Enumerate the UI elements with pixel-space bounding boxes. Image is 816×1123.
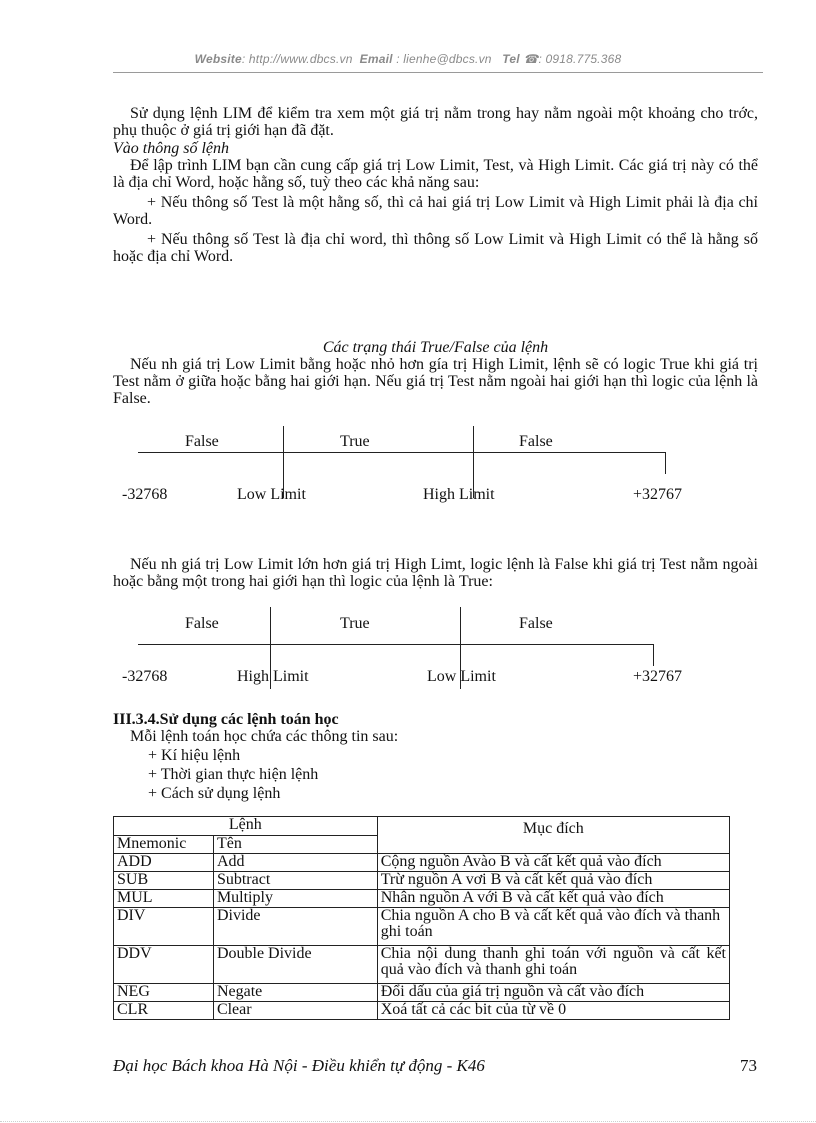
params-paragraph-3: + Nếu thông số Test là địa chỉ word, thì thông số Low Limit và High Limit có thể là hằng số hoặc địa chỉ Word.	[113, 231, 758, 265]
diagram2-axis	[138, 644, 654, 645]
params-paragraph-2: + Nếu thông số Test là một hằng số, thì cả hai giá trị Low Limit và High Limit phải là địa chỉ Word.	[113, 194, 758, 228]
row-purpose: Xoá tất cả các bit của từ về 0	[377, 1002, 729, 1020]
row-name: Add	[213, 854, 377, 872]
table-row	[114, 984, 730, 1002]
states-title: Các trạng thái True/False của lệnh	[322, 339, 549, 356]
row-name: Clear	[213, 1002, 377, 1020]
params-paragraph-1: Để lập trình LIM bạn cần cung cấp giá trị Low Limit, Test, và High Limit. Các giá trị này có thể là địa chỉ Word, hoặc hằng số, tuỳ theo các khả năng sau:	[113, 157, 758, 191]
website-label: Website	[194, 52, 242, 66]
website-value: : http://www.dbcs.vn	[241, 52, 353, 66]
diagram1-max-value: +32767	[633, 486, 683, 503]
page-header	[0, 52, 816, 66]
table-row	[114, 946, 730, 984]
table-mnemonic-header: Mnemonic	[114, 836, 214, 854]
math-instructions-table	[113, 816, 730, 1020]
row-mnemonic: MUL	[114, 890, 214, 908]
row-mnemonic: DDV	[114, 946, 214, 984]
states-paragraph-1: Nếu nh giá trị Low Limit bằng hoặc nhỏ hơn gía trị High Limit, lệnh sẽ có logic True khi giá trị Test nằm ở giữa hoặc bằng hai giới hạn. Nếu giá trị Test nằm ngoài hai giới hạn thì logic của lệnh là False.	[113, 356, 758, 407]
diagram2-max-marker	[653, 644, 654, 666]
diagram2-label-false-right: False	[519, 615, 553, 632]
diagram2-label-true: True	[340, 615, 370, 632]
row-name: Negate	[213, 984, 377, 1002]
email-value: : lienhe@dbcs.vn	[396, 52, 492, 66]
table-purpose-header: Mục đích	[377, 817, 729, 854]
diagram2-max-value: +32767	[633, 668, 683, 685]
header-divider	[113, 72, 763, 73]
row-purpose: Chia nguồn A cho B và cất kết quả vào đích và thanh ghi toán	[377, 908, 729, 946]
table-row	[114, 872, 730, 890]
table-row	[114, 908, 730, 946]
diagram2-high-limit: High Limit	[237, 668, 309, 685]
row-mnemonic: CLR	[114, 1002, 214, 1020]
section-heading: III.3.4.Sử dụng các lệnh toán học	[113, 711, 339, 728]
row-mnemonic: ADD	[114, 854, 214, 872]
section-item-time: + Thời gian thực hiện lệnh	[148, 766, 319, 783]
diagram2-label-false-left: False	[185, 615, 219, 632]
diagram1-high-limit: High Limit	[423, 486, 495, 503]
row-purpose: Đổi dấu của giá trị nguồn và cất vào đích	[377, 984, 729, 1002]
table-name-header: Tên	[213, 836, 377, 854]
params-title: Vào thông số lệnh	[113, 140, 229, 157]
phone-icon: ☎	[523, 52, 539, 66]
row-mnemonic: SUB	[114, 872, 214, 890]
row-name: Divide	[213, 908, 377, 946]
footer-text: Đại học Bách khoa Hà Nội - Điều khiển tự động - K46	[113, 1056, 485, 1075]
tel-value: : 0918.775.368	[538, 52, 622, 66]
section-item-usage: + Cách sử dụng lệnh	[148, 785, 281, 802]
diagram1-min-value: -32768	[122, 486, 168, 503]
row-name: Multiply	[213, 890, 377, 908]
row-purpose: Cộng nguồn Avào B và cất kết quả vào đích	[377, 854, 729, 872]
diagram2-min-value: -32768	[122, 668, 168, 685]
tel-label: Tel	[502, 52, 520, 66]
section-item-symbol: + Kí hiệu lệnh	[148, 747, 241, 764]
page-number: 73	[740, 1056, 757, 1075]
email-label: Email	[359, 52, 393, 66]
diagram1-axis	[138, 452, 666, 453]
table-row	[114, 1002, 730, 1020]
diagram2-low-limit: Low Limit	[427, 668, 496, 685]
diagram1-label-true: True	[340, 433, 370, 450]
intro-paragraph: Sử dụng lệnh LIM để kiểm tra xem một giá trị nằm trong hay nằm ngoài một khoảng cho trớc, phụ thuộc ở giá trị giới hạn đã đặt.	[113, 105, 758, 139]
table-row	[114, 854, 730, 872]
diagram1-max-marker	[665, 452, 666, 474]
table-group-header: Lệnh	[114, 817, 378, 836]
diagram1-label-false-left: False	[185, 433, 219, 450]
row-mnemonic: NEG	[114, 984, 214, 1002]
row-purpose: Trừ nguồn A vơi B và cất kết quả vào đích	[377, 872, 729, 890]
page-bottom-edge	[0, 1121, 816, 1122]
section-intro: Mỗi lệnh toán học chứa các thông tin sau:	[130, 728, 399, 745]
diagram1-label-false-right: False	[519, 433, 553, 450]
diagram1-low-limit: Low Limit	[237, 486, 306, 503]
states-paragraph-2: Nếu nh giá trị Low Limit lớn hơn giá trị High Limt, logic lệnh là False khi giá trị Test nằm ngoài hoặc bằng một trong hai giới hạn thì logic của lệnh là True:	[113, 556, 758, 590]
row-name: Subtract	[213, 872, 377, 890]
table-row	[114, 890, 730, 908]
row-mnemonic: DIV	[114, 908, 214, 946]
row-purpose: Chia nội dung thanh ghi toán với nguồn và cất kết quả vào đích và thanh ghi toán	[377, 946, 729, 984]
row-name: Double Divide	[213, 946, 377, 984]
row-purpose: Nhân nguồn A với B và cất kết quả vào đích	[377, 890, 729, 908]
